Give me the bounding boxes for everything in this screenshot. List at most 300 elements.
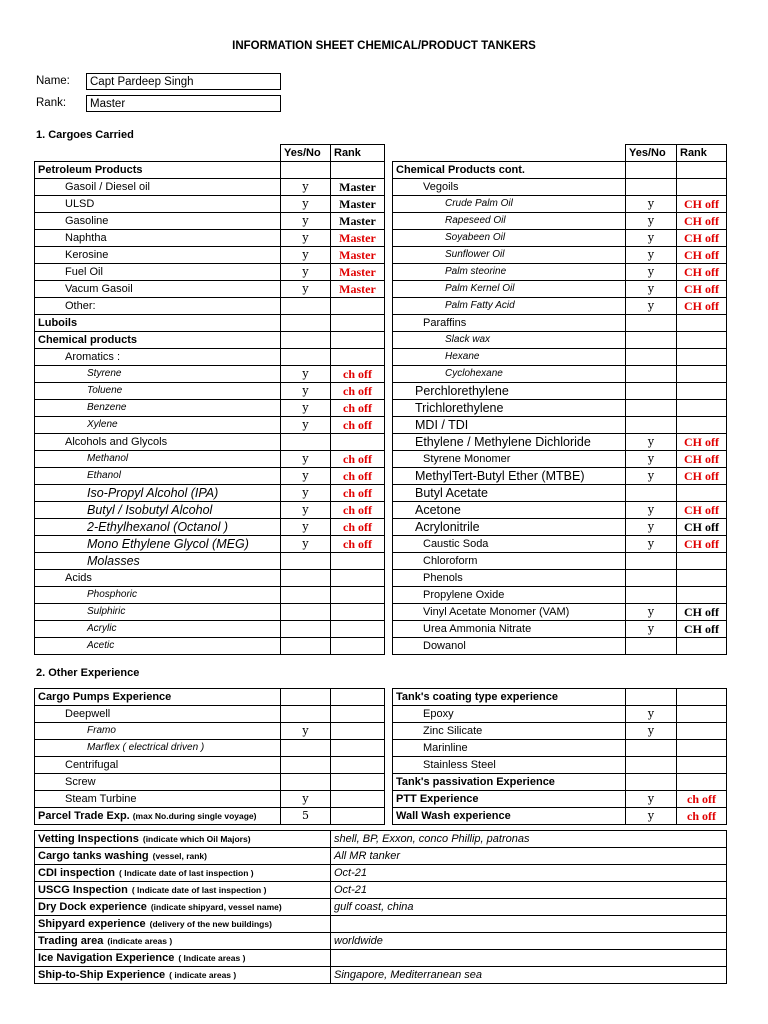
yes-no-cell[interactable] — [626, 315, 677, 332]
label-text: Acids — [65, 572, 92, 584]
table-row — [35, 332, 385, 349]
yes-no-cell[interactable] — [281, 621, 331, 638]
row-label-kerosine — [35, 247, 281, 264]
rank-cell[interactable] — [331, 740, 385, 757]
yes-no-cell[interactable]: y — [626, 451, 677, 468]
row-label-tank-s-coating-type-experience — [393, 689, 626, 706]
yes-no-cell[interactable]: y — [626, 604, 677, 621]
label-text: Butyl / Isobutyl Alcohol — [87, 503, 213, 517]
yes-no-cell[interactable]: y — [626, 281, 677, 298]
row-label-fuel-oil — [35, 264, 281, 281]
label-text: Phosphoric — [87, 589, 138, 600]
yes-no-cell[interactable] — [626, 570, 677, 587]
yes-no-cell[interactable]: y — [281, 383, 331, 400]
table-row — [35, 899, 727, 916]
rank-cell[interactable]: CH off — [677, 298, 727, 315]
table-row — [35, 933, 727, 950]
rank-cell[interactable] — [677, 366, 727, 383]
yes-no-cell[interactable]: y — [626, 808, 677, 825]
rank-cell[interactable]: Master — [331, 196, 385, 213]
table-row — [35, 831, 727, 848]
column-yes-no: Yes/No — [281, 145, 331, 162]
label-text: Stainless Steel — [423, 759, 496, 771]
yes-no-cell[interactable] — [626, 417, 677, 434]
yes-no-cell[interactable] — [281, 332, 331, 349]
yes-no-cell[interactable] — [626, 485, 677, 502]
yes-no-cell[interactable]: y — [626, 468, 677, 485]
label-text: Palm steorine — [445, 266, 507, 277]
table-row — [35, 865, 727, 882]
label-text: Luboils — [38, 317, 78, 329]
yes-no-cell[interactable] — [281, 298, 331, 315]
table-row — [393, 162, 727, 179]
yes-no-cell[interactable]: y — [626, 247, 677, 264]
rank-cell[interactable] — [331, 621, 385, 638]
yes-no-cell[interactable] — [626, 587, 677, 604]
rank-cell[interactable]: Master — [331, 247, 385, 264]
yes-no-cell[interactable]: y — [281, 791, 331, 808]
rank-cell[interactable] — [331, 791, 385, 808]
rank-cell[interactable]: Master — [331, 179, 385, 196]
row-label-other — [35, 298, 281, 315]
label-text: Ethanol — [87, 470, 121, 481]
rank-cell[interactable] — [677, 179, 727, 196]
table-row — [35, 162, 385, 179]
yes-no-cell[interactable]: y — [626, 196, 677, 213]
label-text: Xylene — [87, 419, 118, 430]
rank-cell[interactable]: ch off — [331, 468, 385, 485]
page-title: INFORMATION SHEET CHEMICAL/PRODUCT TANKERS — [232, 40, 536, 52]
rank-cell[interactable] — [331, 162, 385, 179]
label-text: Gasoline — [65, 215, 109, 227]
table-row — [393, 519, 727, 536]
table-row — [393, 196, 727, 213]
value-cell[interactable]: Oct-21 — [331, 882, 727, 899]
rank-cell[interactable]: ch off — [331, 383, 385, 400]
yes-no-cell[interactable]: y — [626, 791, 677, 808]
yes-no-cell[interactable]: y — [626, 213, 677, 230]
row-label-wall-wash-experience — [393, 808, 626, 825]
label-text: Cargo tanks washing — [38, 850, 149, 862]
label-text: Butyl Acetate — [415, 486, 488, 500]
yes-no-cell[interactable] — [281, 604, 331, 621]
table-row — [35, 848, 727, 865]
rank-cell[interactable] — [331, 587, 385, 604]
value-cell[interactable]: Oct-21 — [331, 865, 727, 882]
table-row — [393, 451, 727, 468]
label-note: ( Indicate date of last inspection ) — [131, 885, 267, 895]
header-spacer — [393, 145, 626, 162]
row-label-iso-propyl-alcohol-ipa — [35, 485, 281, 502]
table-row — [35, 791, 385, 808]
row-label-ethylene-methylene-dichloride — [393, 434, 626, 451]
label-text: Steam Turbine — [65, 793, 137, 805]
label-text: Acrylonitrile — [415, 520, 480, 534]
table-row — [393, 808, 727, 825]
row-label-phenols — [393, 570, 626, 587]
label-text: Perchlorethylene — [415, 384, 509, 398]
yes-no-cell[interactable] — [626, 383, 677, 400]
row-label-alcohols-and-glycols — [35, 434, 281, 451]
rank-cell[interactable]: CH off — [677, 196, 727, 213]
rank-cell[interactable] — [331, 434, 385, 451]
yes-no-cell[interactable]: y — [626, 434, 677, 451]
table-row — [393, 264, 727, 281]
yes-no-cell[interactable]: y — [281, 417, 331, 434]
row-label-marinline — [393, 740, 626, 757]
label-text: Styrene — [87, 368, 122, 379]
table-row — [35, 196, 385, 213]
row-label-stainless-steel — [393, 757, 626, 774]
label-text: Trading area — [38, 935, 104, 947]
row-label-epoxy — [393, 706, 626, 723]
label-text: Tank's passivation Experience — [396, 776, 555, 788]
label-text: Iso-Propyl Alcohol (IPA) — [87, 486, 219, 500]
row-label-styrene — [35, 366, 281, 383]
rank-cell[interactable]: ch off — [677, 791, 727, 808]
rank-cell[interactable]: ch off — [331, 502, 385, 519]
rank-cell[interactable]: ch off — [331, 400, 385, 417]
row-label-shipyard-experience — [35, 916, 331, 933]
label-text: Palm Kernel Oil — [445, 283, 515, 294]
table-row — [35, 315, 385, 332]
yes-no-cell[interactable]: y — [281, 366, 331, 383]
table-row — [393, 468, 727, 485]
yes-no-cell[interactable]: y — [281, 264, 331, 281]
yes-no-cell[interactable] — [626, 740, 677, 757]
label-text: Zinc Silicate — [423, 725, 483, 737]
yes-no-cell[interactable] — [626, 162, 677, 179]
rank-cell[interactable] — [677, 723, 727, 740]
row-label-acrylonitrile — [393, 519, 626, 536]
yes-no-cell[interactable]: y — [626, 723, 677, 740]
table-row — [393, 366, 727, 383]
yes-no-cell[interactable] — [281, 553, 331, 570]
label-text: Toluene — [87, 385, 123, 396]
label-text: Deepwell — [65, 708, 111, 720]
yes-no-cell[interactable]: y — [626, 621, 677, 638]
rank-cell[interactable]: CH off — [677, 281, 727, 298]
yes-no-cell[interactable]: y — [626, 264, 677, 281]
row-label-soyabeen-oil — [393, 230, 626, 247]
rank-cell[interactable]: Master — [331, 230, 385, 247]
yes-no-cell[interactable] — [281, 757, 331, 774]
table-row — [35, 213, 385, 230]
label-text: Fuel Oil — [65, 266, 103, 278]
label-text: Chemical Products cont. — [396, 164, 525, 176]
rank-cell[interactable]: ch off — [331, 519, 385, 536]
rank-cell[interactable]: CH off — [677, 468, 727, 485]
table-row — [393, 757, 727, 774]
yes-no-cell[interactable] — [281, 740, 331, 757]
table-row — [393, 383, 727, 400]
row-label-vegoils — [393, 179, 626, 196]
rank-cell[interactable] — [677, 162, 727, 179]
rank-cell[interactable] — [677, 383, 727, 400]
rank-cell[interactable] — [677, 400, 727, 417]
row-label-mdi-tdi — [393, 417, 626, 434]
table-row — [393, 774, 727, 791]
rank-cell[interactable]: CH off — [677, 247, 727, 264]
yes-no-cell[interactable] — [626, 774, 677, 791]
yes-no-cell[interactable]: y — [626, 502, 677, 519]
row-label-marflex-electrical-driven — [35, 740, 281, 757]
table-row — [35, 400, 385, 417]
row-label-trading-area — [35, 933, 331, 950]
yes-no-cell[interactable]: y — [281, 451, 331, 468]
label-text: Cyclohexane — [445, 368, 503, 379]
label-text: Shipyard experience — [38, 918, 146, 930]
label-text: Acrylic — [87, 623, 117, 634]
label-text: Alcohols and Glycols — [65, 436, 168, 448]
rank-cell[interactable] — [677, 553, 727, 570]
rank-cell[interactable] — [677, 485, 727, 502]
table-row — [35, 468, 385, 485]
value-cell[interactable] — [331, 916, 727, 933]
rank-cell[interactable] — [331, 315, 385, 332]
yes-no-cell[interactable]: y — [626, 230, 677, 247]
yes-no-cell[interactable]: y — [281, 230, 331, 247]
rank-cell[interactable] — [677, 638, 727, 655]
label-text: Parcel Trade Exp. — [38, 810, 130, 822]
row-label-hexane — [393, 349, 626, 366]
rank-cell[interactable] — [331, 570, 385, 587]
rank-cell[interactable] — [331, 349, 385, 366]
row-label-phosphoric — [35, 587, 281, 604]
row-label-rapeseed-oil — [393, 213, 626, 230]
rank-cell[interactable]: CH off — [677, 264, 727, 281]
yes-no-cell[interactable]: y — [281, 536, 331, 553]
row-label-palm-steorine — [393, 264, 626, 281]
yes-no-cell[interactable]: y — [281, 400, 331, 417]
yes-no-cell[interactable] — [281, 315, 331, 332]
table-row — [393, 536, 727, 553]
table-row — [35, 451, 385, 468]
header-spacer — [35, 145, 281, 162]
yes-no-cell[interactable] — [626, 349, 677, 366]
rank-cell[interactable]: CH off — [677, 502, 727, 519]
rank-cell[interactable] — [331, 808, 385, 825]
yes-no-cell[interactable]: y — [281, 179, 331, 196]
yes-no-cell[interactable] — [626, 757, 677, 774]
column-rank: Rank — [677, 145, 727, 162]
rank-cell[interactable] — [677, 740, 727, 757]
row-label-framo — [35, 723, 281, 740]
rank-cell[interactable]: ch off — [331, 536, 385, 553]
row-label-butyl-acetate — [393, 485, 626, 502]
label-text: Sulphiric — [87, 606, 126, 617]
yes-no-cell[interactable] — [626, 400, 677, 417]
rank-cell[interactable]: ch off — [677, 808, 727, 825]
yes-no-cell[interactable] — [281, 706, 331, 723]
yes-no-cell[interactable]: y — [281, 519, 331, 536]
yes-no-cell[interactable]: y — [281, 213, 331, 230]
label-text: Sunflower Oil — [445, 249, 505, 260]
rank-cell[interactable] — [331, 774, 385, 791]
yes-no-cell[interactable]: y — [281, 723, 331, 740]
yes-no-cell[interactable] — [281, 774, 331, 791]
yes-no-cell[interactable]: 5 — [281, 808, 331, 825]
value-cell[interactable]: gulf coast, china — [331, 899, 727, 916]
name-label: Name: — [36, 75, 70, 87]
row-label-chemical-products-cont — [393, 162, 626, 179]
value-cell[interactable]: All MR tanker — [331, 848, 727, 865]
yes-no-cell[interactable] — [626, 332, 677, 349]
value-cell[interactable] — [331, 950, 727, 967]
rank-cell[interactable]: CH off — [677, 213, 727, 230]
yes-no-cell[interactable]: y — [626, 519, 677, 536]
yes-no-cell[interactable] — [626, 689, 677, 706]
rank-cell[interactable]: CH off — [677, 451, 727, 468]
table-row — [393, 570, 727, 587]
yes-no-cell[interactable]: y — [281, 468, 331, 485]
name-field[interactable]: Capt Pardeep Singh — [86, 73, 281, 90]
yes-no-cell[interactable]: y — [626, 536, 677, 553]
label-text: Mono Ethylene Glycol (MEG) — [87, 537, 249, 551]
rank-cell[interactable] — [677, 774, 727, 791]
yes-no-cell[interactable] — [281, 434, 331, 451]
yes-no-cell[interactable]: y — [281, 485, 331, 502]
rank-cell[interactable]: CH off — [677, 604, 727, 621]
row-label-xylene — [35, 417, 281, 434]
rank-cell[interactable] — [331, 604, 385, 621]
row-label-cargo-pumps-experience — [35, 689, 281, 706]
label-text: Vinyl Acetate Monomer (VAM) — [423, 606, 570, 618]
table-row — [393, 315, 727, 332]
yes-no-cell[interactable]: y — [626, 706, 677, 723]
table-row — [393, 587, 727, 604]
table-row — [35, 706, 385, 723]
row-label-vetting-inspections — [35, 831, 331, 848]
label-text: Trichlorethylene — [415, 401, 504, 415]
rank-cell[interactable]: CH off — [677, 536, 727, 553]
row-label-mono-ethylene-glycol-meg — [35, 536, 281, 553]
rank-cell[interactable] — [677, 689, 727, 706]
row-label-butyl-isobutyl-alcohol — [35, 502, 281, 519]
yes-no-cell[interactable] — [281, 349, 331, 366]
row-label-2-ethylhexanol-octanol — [35, 519, 281, 536]
table-row — [35, 587, 385, 604]
label-text: Tank's coating type experience — [396, 691, 558, 703]
row-label-styrene-monomer — [393, 451, 626, 468]
table-row — [393, 706, 727, 723]
label-text: Propylene Oxide — [423, 589, 505, 601]
yes-no-cell[interactable] — [626, 366, 677, 383]
rank-cell[interactable]: CH off — [677, 519, 727, 536]
label-text: Vegoils — [423, 181, 459, 193]
table-row — [393, 230, 727, 247]
label-text: Soyabeen Oil — [445, 232, 506, 243]
row-label-aromatics — [35, 349, 281, 366]
rank-cell[interactable]: ch off — [331, 485, 385, 502]
label-text: Ethylene / Methylene Dichloride — [415, 435, 591, 449]
yes-no-cell[interactable]: y — [281, 502, 331, 519]
rank-cell[interactable] — [331, 553, 385, 570]
table-row — [35, 264, 385, 281]
yes-no-cell[interactable] — [281, 689, 331, 706]
label-text: Naphtha — [65, 232, 107, 244]
label-text: Aromatics : — [65, 351, 121, 363]
yes-no-cell[interactable]: y — [281, 247, 331, 264]
rank-cell[interactable] — [331, 706, 385, 723]
yes-no-cell[interactable] — [626, 638, 677, 655]
rank-cell[interactable] — [331, 298, 385, 315]
table-row — [393, 621, 727, 638]
yes-no-cell[interactable]: y — [281, 281, 331, 298]
rank-cell[interactable] — [677, 417, 727, 434]
rank-cell[interactable] — [331, 689, 385, 706]
row-label-acrylic — [35, 621, 281, 638]
petroleum-chemical-table — [34, 144, 385, 655]
yes-no-cell[interactable] — [626, 553, 677, 570]
rank-cell[interactable]: Master — [331, 281, 385, 298]
rank-cell[interactable] — [331, 723, 385, 740]
yes-no-cell[interactable]: y — [626, 298, 677, 315]
row-label-ptt-experience — [393, 791, 626, 808]
label-text: Chemical products — [38, 334, 138, 346]
rank-cell[interactable]: ch off — [331, 417, 385, 434]
rank-cell[interactable]: ch off — [331, 366, 385, 383]
yes-no-cell[interactable]: y — [281, 196, 331, 213]
table-row — [35, 179, 385, 196]
table-row — [35, 366, 385, 383]
table-row — [393, 740, 727, 757]
rank-cell[interactable] — [677, 332, 727, 349]
value-cell[interactable]: shell, BP, Exxon, conco Phillip, patronas — [331, 831, 727, 848]
rank-cell[interactable] — [331, 757, 385, 774]
rank-cell[interactable]: ch off — [331, 451, 385, 468]
label-note: ( Indicate date of last inspection ) — [119, 868, 254, 878]
table-row — [35, 967, 727, 984]
yes-no-cell[interactable] — [281, 587, 331, 604]
rank-label: Rank: — [36, 97, 67, 109]
label-text: MethylTert-Butyl Ether (MTBE) — [415, 469, 585, 483]
rank-cell[interactable] — [677, 706, 727, 723]
rank-cell[interactable] — [677, 349, 727, 366]
label-text: Marflex ( electrical driven ) — [87, 742, 205, 753]
yes-no-cell[interactable] — [281, 570, 331, 587]
value-cell[interactable]: worldwide — [331, 933, 727, 950]
rank-cell[interactable]: CH off — [677, 434, 727, 451]
label-text: USCG Inspection — [38, 884, 128, 896]
table-row — [35, 950, 727, 967]
rank-cell[interactable]: Master — [331, 213, 385, 230]
row-label-slack-wax — [393, 332, 626, 349]
rank-field[interactable]: Master — [86, 95, 281, 112]
value-cell[interactable]: Singapore, Mediterranean sea — [331, 967, 727, 984]
rank-cell[interactable]: Master — [331, 264, 385, 281]
rank-cell[interactable]: CH off — [677, 621, 727, 638]
rank-cell[interactable] — [677, 757, 727, 774]
row-label-urea-ammonia-nitrate — [393, 621, 626, 638]
rank-cell[interactable] — [677, 315, 727, 332]
rank-cell[interactable]: CH off — [677, 230, 727, 247]
rank-cell[interactable] — [331, 638, 385, 655]
rank-cell[interactable] — [677, 587, 727, 604]
row-label-luboils — [35, 315, 281, 332]
row-label-deepwell — [35, 706, 281, 723]
row-label-chemical-products — [35, 332, 281, 349]
table-row — [35, 349, 385, 366]
yes-no-cell[interactable] — [626, 179, 677, 196]
yes-no-cell[interactable] — [281, 162, 331, 179]
yes-no-cell[interactable] — [281, 638, 331, 655]
row-label-acetone — [393, 502, 626, 519]
label-text: Rapeseed Oil — [445, 215, 506, 226]
label-text: Chloroform — [423, 555, 478, 567]
rank-cell[interactable] — [331, 332, 385, 349]
rank-cell[interactable] — [677, 570, 727, 587]
